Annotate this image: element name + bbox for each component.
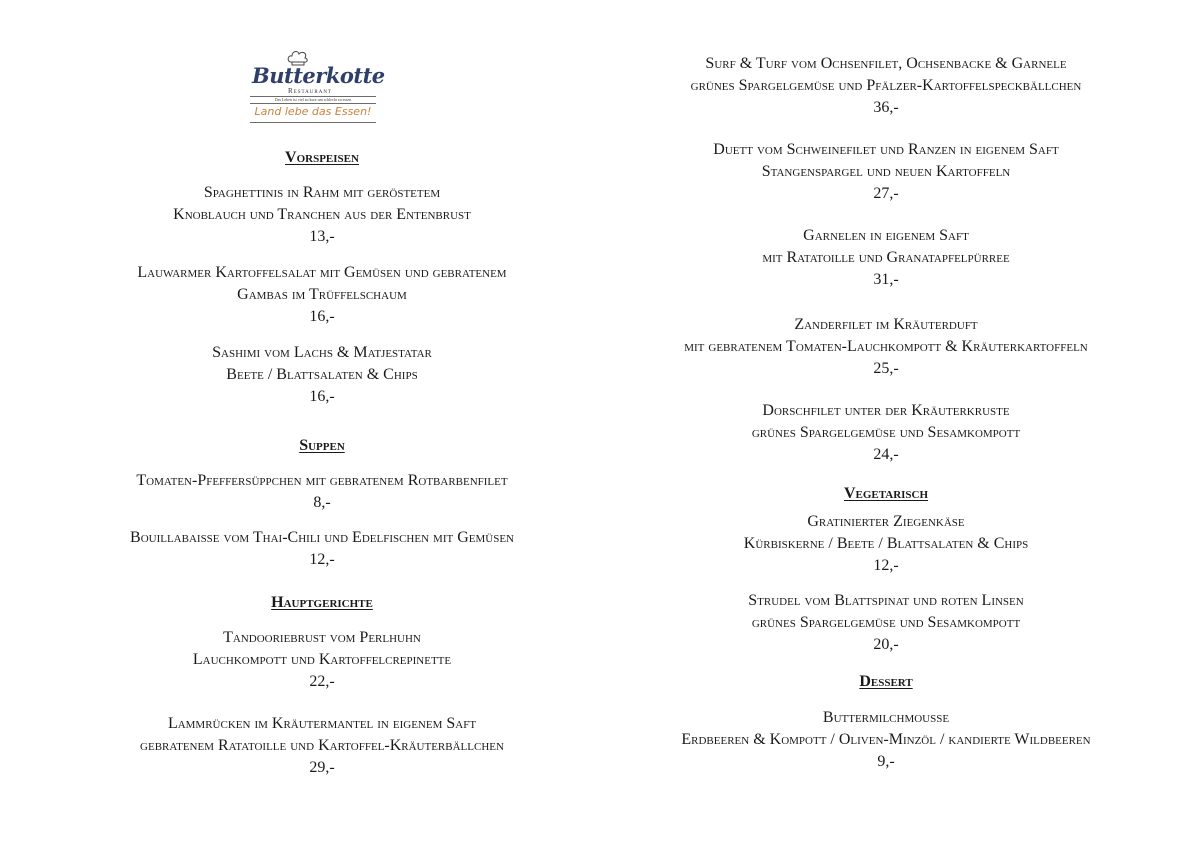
dish-price: 20,-	[873, 636, 899, 653]
logo-underline	[250, 122, 376, 123]
dish-item	[68, 470, 576, 514]
dish-description: gebratenem Ratatoille und Kartoffel-Kräuterbällchen	[140, 737, 504, 754]
dish-name: Garnelen in eigenem Saft	[803, 227, 969, 244]
dish-item	[68, 182, 576, 248]
dish-price: 27,-	[873, 185, 899, 202]
dish-description: mit Ratatoille und Granatapfelpürree	[762, 249, 1010, 266]
dish-name: Zanderfilet im Kräuterduft	[794, 316, 978, 333]
logo-subtitle: Restaurant	[288, 87, 332, 95]
section-title-suppen: Suppen	[299, 437, 345, 454]
dish-item	[636, 400, 1136, 466]
dish-price: 29,-	[309, 759, 335, 776]
dish-description: Beete / Blattsalaten & Chips	[226, 366, 418, 383]
dish-name: Surf & Turf vom Ochsenfilet, Ochsenbacke & Garnele	[705, 55, 1067, 72]
dish-price: 13,-	[309, 228, 335, 245]
dish-description: grünes Spargelgemüse und Pfälzer-Kartoffelspeckbällchen	[690, 77, 1082, 94]
dish-name: Bouillabaisse vom Thai-Chili und Edelfischen mit Gemüsen	[130, 529, 514, 546]
dish-name: Duett vom Schweinefilet und Ranzen in eigenem Saft	[713, 141, 1059, 158]
section-title-vorspeisen: Vorspeisen	[285, 149, 359, 166]
dish-name: Lammrücken im Kräutermantel in eigenem Saft	[167, 715, 477, 732]
dish-description: grünes Spargelgemüse und Sesamkompott	[751, 424, 1021, 441]
dish-description: mit gebratenem Tomaten-Lauchkompott & Kräuterkartoffeln	[684, 338, 1088, 355]
dish-price: 12,-	[309, 551, 335, 568]
restaurant-logo	[248, 50, 385, 126]
dish-description: Gambas im Trüffelschaum	[237, 286, 407, 303]
section-title-dessert: Dessert	[859, 673, 913, 690]
dish-name: Sashimi vom Lachs & Matjestatar	[212, 344, 432, 361]
logo-name: Butterkotte	[252, 63, 385, 88]
dish-description: Lauchkompott und Kartoffelcrepinette	[192, 651, 452, 668]
dish-price: 8,-	[313, 494, 331, 511]
dish-name: Strudel vom Blattspinat und roten Linsen	[748, 592, 1024, 609]
dish-price: 25,-	[873, 360, 899, 377]
dish-price: 12,-	[873, 557, 899, 574]
dish-item	[636, 225, 1136, 291]
dish-item	[636, 314, 1136, 380]
dish-price: 16,-	[309, 388, 335, 405]
dish-description: Kürbiskerne / Beete / Blattsalaten & Chips	[743, 535, 1029, 552]
dish-item	[636, 590, 1136, 656]
dish-item	[636, 511, 1136, 577]
dish-description: Stangenspargel und neuen Kartoffeln	[761, 163, 1011, 180]
dish-item	[636, 53, 1136, 119]
dish-item	[68, 262, 576, 328]
dish-price: 31,-	[873, 271, 899, 288]
logo-slogan: Land lebe das Essen!	[254, 105, 372, 118]
dish-price: 9,-	[877, 753, 895, 770]
dish-name: Gratinierter Ziegenkäse	[807, 513, 965, 530]
dish-description: Knoblauch und Tranchen aus der Entenbrust	[173, 206, 471, 223]
dish-price: 36,-	[873, 99, 899, 116]
dish-name: Tomaten-Pfeffersüppchen mit gebratenem Rotbarbenfilet	[136, 472, 508, 489]
dish-name: Buttermilchmousse	[822, 709, 950, 726]
logo-tagline: Das Leben ist viel zu kurz um schlecht zu essen	[274, 97, 352, 102]
dish-price: 24,-	[873, 446, 899, 463]
section-title-hauptgerichte: Hauptgerichte	[271, 594, 373, 611]
dish-name: Tandooriebrust vom Perlhuhn	[223, 629, 421, 646]
dish-price: 16,-	[309, 308, 335, 325]
dish-name: Lauwarmer Kartoffelsalat mit Gemüsen und gebratenem	[137, 264, 507, 281]
dish-item	[68, 627, 576, 693]
dish-item	[68, 342, 576, 408]
dish-item	[68, 713, 576, 779]
dish-description: Erdbeeren & Kompott / Oliven-Minzöl / kandierte Wildbeeren	[681, 731, 1091, 748]
dish-item	[636, 139, 1136, 205]
dish-description: grünes Spargelgemüse und Sesamkompott	[751, 614, 1021, 631]
logo-divider	[250, 103, 376, 104]
dish-name: Spaghettinis in Rahm mit geröstetem	[203, 184, 441, 201]
dish-item	[636, 707, 1136, 773]
dish-item	[68, 527, 576, 571]
dish-price: 22,-	[309, 673, 335, 690]
dish-name: Dorschfilet unter der Kräuterkruste	[762, 402, 1010, 419]
section-title-vegetarisch: Vegetarisch	[843, 485, 929, 502]
